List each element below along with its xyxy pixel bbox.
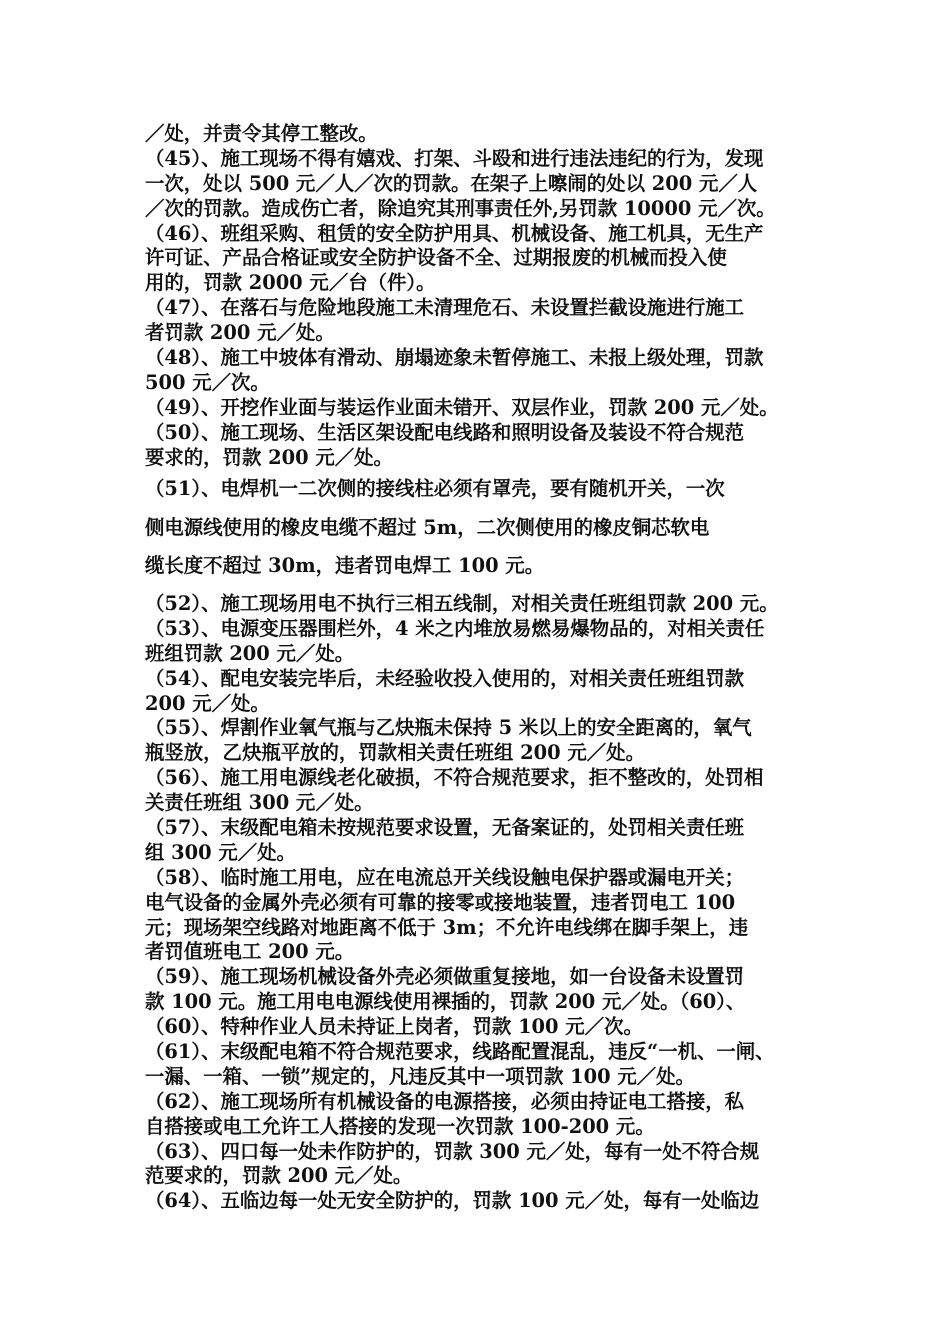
paragraph-p56 <box>145 766 825 816</box>
text-line: 范要求的，罚款 200 元／处。 <box>145 1164 413 1188</box>
text-line: （48）、施工中坡体有滑动、崩塌迹象未暂停施工、未报上级处理，罚款 <box>145 346 764 370</box>
text-line: （51）、电焊机一二次侧的接线柱必须有罩壳，要有随机开关，一次 <box>145 477 725 501</box>
text-line: （47）、在落石与危险地段施工未清理危石、未设置拦截设施进行施工 <box>145 296 745 320</box>
text-line: 用的，罚款 2000 元／台（件）。 <box>145 271 436 295</box>
paragraph-p52 <box>145 592 825 617</box>
text-line: 款 100 元。施工用电电源线使用裸插的，罚款 200 元／处。（60）、 <box>145 990 746 1014</box>
text-line: （64）、五临边每一处无安全防护的，罚款 100 元／处，每有一处临边 <box>145 1189 760 1213</box>
text-line: 班组罚款 200 元／处。 <box>145 641 355 665</box>
text-line: 一次，处以 500 元／人／次的罚款。在架子上嚓闹的处以 200 元／人 <box>145 171 758 195</box>
text-line: （62）、施工现场所有机械设备的电源搭接，必须由持证电工搭接，私 <box>145 1089 745 1113</box>
text-line: 元；现场架空线路对地距离不低于 3m；不允许电线绑在脚手架上，违 <box>145 915 749 939</box>
text-line: （56）、施工用电源线老化破损，不符合规范要求，拒不整改的，处罚相 <box>145 766 764 790</box>
paragraph-p58 <box>145 866 825 966</box>
paragraph-p50 <box>145 421 825 471</box>
paragraph-p54 <box>145 667 825 717</box>
text-line: （55）、焊割作业氧气瓶与乙炔瓶未保持 5 米以上的安全距离的，氧气 <box>145 716 752 740</box>
paragraph-p61 <box>145 1040 825 1090</box>
text-line: 瓶竖放，乙炔瓶平放的，罚款相关责任班组 200 元／处。 <box>145 741 645 765</box>
text-line: 关责任班组 300 元／处。 <box>145 791 374 815</box>
text-line: 电气设备的金属外壳必须有可靠的接零或接地装置，违者罚电工 100 <box>145 890 736 914</box>
text-line: 侧电源线使用的橡皮电缆不超过 5m，二次侧使用的橡皮铜芯软电 <box>145 515 710 539</box>
text-line: 要求的，罚款 200 元／处。 <box>145 445 393 469</box>
text-line: 自搭接或电工允许工人搭接的发现一次罚款 100-200 元。 <box>145 1114 655 1138</box>
text-line: （50）、施工现场、生活区架设配电线路和照明设备及装设不符合规范 <box>145 420 745 444</box>
text-line: 200 元／处。 <box>145 691 270 715</box>
document-body <box>145 122 825 1214</box>
paragraph-p63 <box>145 1140 825 1190</box>
paragraph-p47 <box>145 296 825 346</box>
text-line: （59）、施工现场机械设备外壳必须做重复接地，如一台设备未设置罚 <box>145 965 745 989</box>
text-line: 一漏、一箱、一锁”规定的，凡违反其中一项罚款 100 元／处。 <box>145 1064 695 1088</box>
text-line: （52）、施工现场用电不执行三相五线制，对相关责任班组罚款 200 元。 <box>145 591 779 615</box>
paragraph-p46 <box>145 222 825 297</box>
text-line: （46）、班组采购、租赁的安全防护用具、机械设备、施工机具，无生产 <box>145 221 764 245</box>
text-line: （60）、特种作业人员未持证上岗者，罚款 100 元／次。 <box>145 1015 643 1039</box>
text-line: ／次的罚款。造成伤亡者，除追究其刑事责任外,另罚款 10000 元／次。 <box>145 196 776 220</box>
text-line: （61）、末级配电箱不符合规范要求，线路配置混乱，违反“一机、一闸、 <box>145 1040 775 1063</box>
paragraph-p48 <box>145 346 825 396</box>
paragraph-p59 <box>145 965 825 1015</box>
text-line: （54）、配电安装完毕后，未经验收投入使用的，对相关责任班组罚款 <box>145 666 745 690</box>
text-line: 缆长度不超过 30m，违者罚电焊工 100 元。 <box>145 554 545 578</box>
text-line: ／处，并责令其停工整改。 <box>145 122 378 145</box>
paragraph-p55 <box>145 716 825 766</box>
paragraph-p60 <box>145 1015 825 1040</box>
paragraph-p51 <box>145 470 825 586</box>
text-line: （53）、电源变压器围栏外，4 米之内堆放易燃易爆物品的，对相关责任 <box>145 616 765 640</box>
paragraph-p57 <box>145 816 825 866</box>
text-line: 者罚值班电工 200 元。 <box>145 940 355 964</box>
paragraph-p53 <box>145 617 825 667</box>
text-line: （45）、施工现场不得有嬉戏、打架、斗殴和进行违法违纪的行为，发现 <box>145 146 764 170</box>
paragraph-p49 <box>145 396 825 421</box>
text-line: （63）、四口每一处未作防护的，罚款 300 元／处，每有一处不符合规 <box>145 1139 760 1163</box>
text-line: 者罚款 200 元／处。 <box>145 321 335 345</box>
text-line: （57）、末级配电箱未按规范要求设置，无备案证的，处罚相关责任班 <box>145 815 745 839</box>
text-line: （58）、临时施工用电，应在电流总开关线设触电保护器或漏电开关； <box>145 865 745 889</box>
text-line: 500 元／次。 <box>145 370 270 394</box>
paragraph-p64 <box>145 1189 825 1214</box>
text-line: 许可证、产品合格证或安全防护设备不全、过期报废的机械而投入使 <box>145 246 727 270</box>
paragraph-p44-tail <box>145 122 825 147</box>
text-line: 组 300 元／处。 <box>145 840 296 864</box>
text-line: （49）、开挖作业面与装运作业面未错开、双层作业，罚款 200 元／处。 <box>145 395 779 419</box>
paragraph-p45 <box>145 147 825 222</box>
paragraph-p62 <box>145 1090 825 1140</box>
